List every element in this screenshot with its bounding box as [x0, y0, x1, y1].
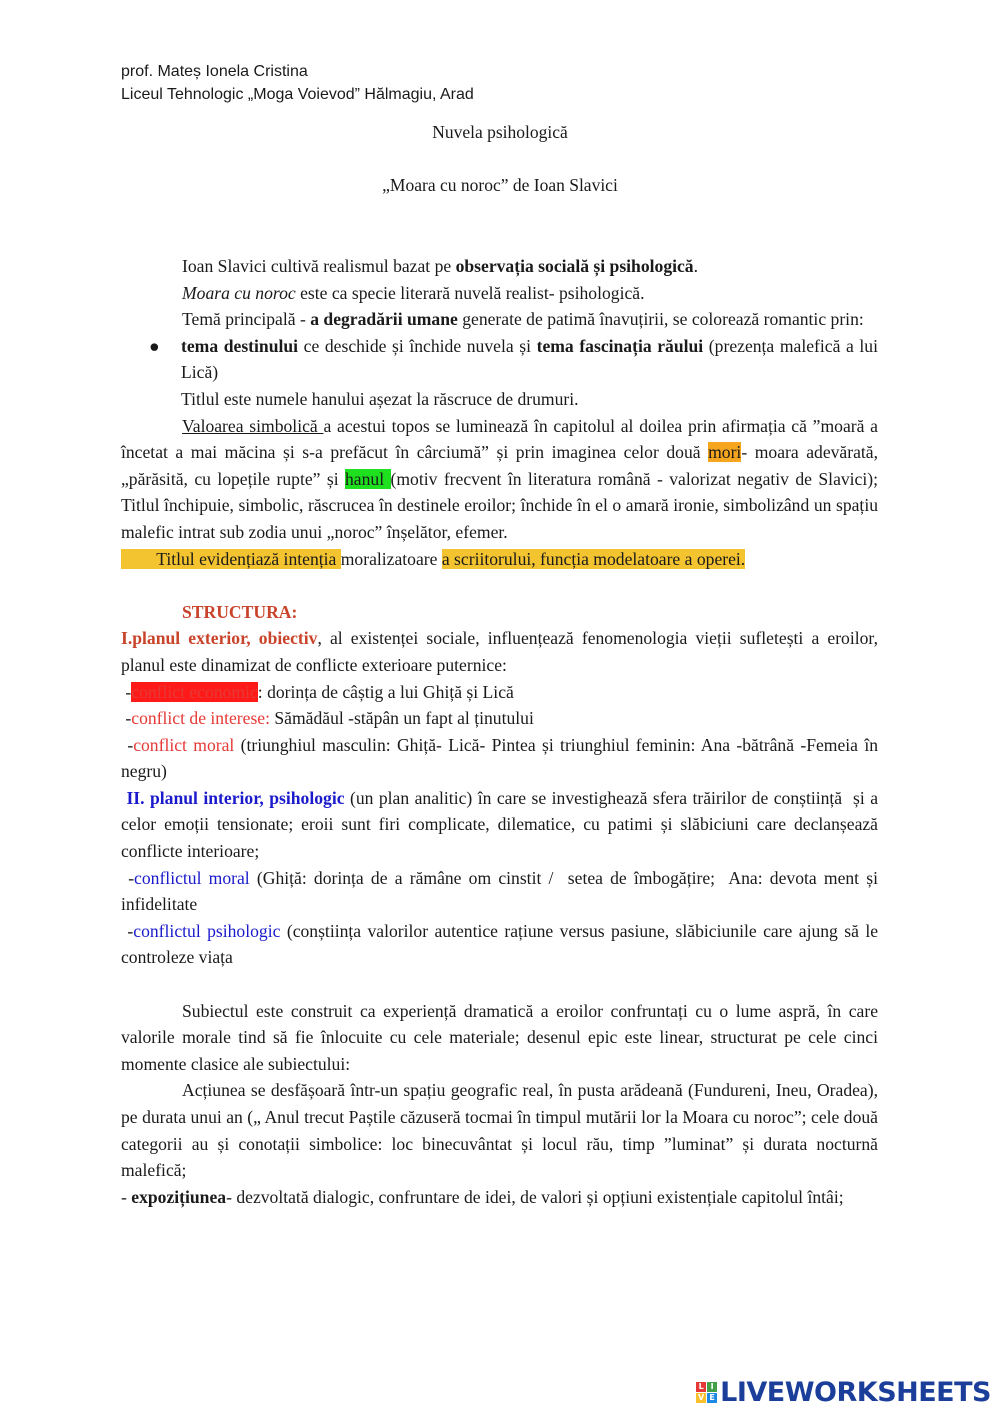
plan-interior: II. planul interior, psihologic (un plan analitic) în care se investighează sfera trăirilor de conștiință și a celor emoții tensionate; eroii sunt firi complicate, dilematice, cu patimi și slăbiciuni care declanșează conflicte interioare; — [121, 787, 883, 862]
conflict-economic: -conflict economic: dorința de câștig a lui Ghiță și Lică — [121, 681, 514, 702]
highlight-hanul: hanul — [345, 468, 391, 489]
header — [121, 60, 474, 106]
paragraph-expozitiunea: - expozițiunea- dezvoltată dialogic, confruntare de idei, de valori și opțiuni existențiale capitolul întâi; — [121, 1186, 844, 1207]
paragraph-moral-intent: Titlul evidențiază intenția moralizatoare a scriitorului, funcția modelatoare a operei. — [121, 548, 746, 569]
paragraph-species: Moara cu noroc este ca specie literară nuvelă realist- psihologică. — [182, 282, 645, 303]
conflict-interese: -conflict de interese: Sămădăul -stăpân un fapt al ținutului — [121, 708, 534, 729]
liveworksheets-logo — [696, 1377, 991, 1407]
document-body — [121, 253, 883, 1210]
paragraph-symbolic-value: Valoarea simbolică a acestui topos se luminează în capitolul al doilea prin afirmația că ”moară a încetat a mai măcina și s-a prefăcut în cârciumă” și prin imaginea celor două mori- moara adevărată, „părăsită, cu lopețile rupte” și hanul (motiv frecvent în literatura română - valorizat negativ de Slavici); Titlul închipuie, simbolic, răscrucea în destinele eroilor; închide în el o amară ironie, simbolizând un spațiu malefic intrat sub zodia unui „noroc” înșelător, efemer. — [121, 415, 879, 542]
bullet-item: ● tema destinului ce deschide și închide nuvela și tema fascinația răului (prezența malefică a lui Lică) — [121, 333, 878, 386]
conflict-moral-interior: -conflictul moral (Ghiță: dorința de a rămâne om cinstit / setea de îmbogățire; Ana: devota ment și infidelitate — [121, 867, 883, 915]
logo-mark-icon: L I V E — [696, 1382, 717, 1403]
paragraph-theme: Temă principală - a degradării umane generate de patimă înavuțirii, se colorează romantic prin: — [182, 309, 864, 330]
author-line: prof. Mateș Ionela Cristina — [121, 63, 308, 80]
paragraph-action: Acțiunea se desfășoară într-un spațiu geografic real, în pusta arădeană (Fundureni, Ineu, Oradea), pe durata unui an („ Anul trecut Paștile căzuseră tocmai în timpul mutării lor la Moara cu noroc”; cele două categorii au și conotații simbolice: loc binecuvântat și locul rău, timp ”luminat” și durata nocturnă malefică; — [121, 1080, 878, 1181]
paragraph-title-meaning: Titlul este numele hanului așezat la răscruce de drumuri. — [181, 388, 579, 409]
bullet-icon: ● — [149, 335, 160, 356]
paragraph-subject: Subiectul este construit ca experiență dramatică a eroilor confruntați cu o lume aspră, în care valorile morale tind să fie înlocuite cu cele materiale; desenul epic este linear, structurat pe cele cinci momente clasice ale subiectului: — [121, 1000, 878, 1074]
paragraph-intro: Ioan Slavici cultivă realismul bazat pe observația socială și psihologică. — [182, 256, 699, 276]
conflict-moral: -conflict moral (triunghiul masculin: Ghiță- Lică- Pintea și triunghiul feminin: Ana -bătrână -Femeia în negru) — [121, 734, 883, 782]
school-line: Liceul Tehnologic „Moga Voievod” Hălmagiu, Arad — [121, 86, 474, 103]
logo-text: LIVEWORKSHEETS — [720, 1376, 991, 1408]
section-heading-structura: STRUCTURA: — [182, 601, 298, 622]
highlight-mori: mori — [708, 442, 742, 463]
plan-exterior: I.planul exterior, obiectiv, al existenței sociale, influențează fenomenologia vieții sufletești a eroilor, planul este dinamizat de conflicte exterioare puternice: — [121, 628, 878, 675]
page-subtitle: „Moara cu noroc” de Ioan Slavici — [382, 175, 618, 195]
conflict-psihologic: -conflictul psihologic (conștiința valorilor autentice rațiune versus pasiune, slăbiciunile care ajung să le controleze viața — [121, 920, 883, 968]
page-title: Nuvela psihologică — [432, 122, 568, 142]
